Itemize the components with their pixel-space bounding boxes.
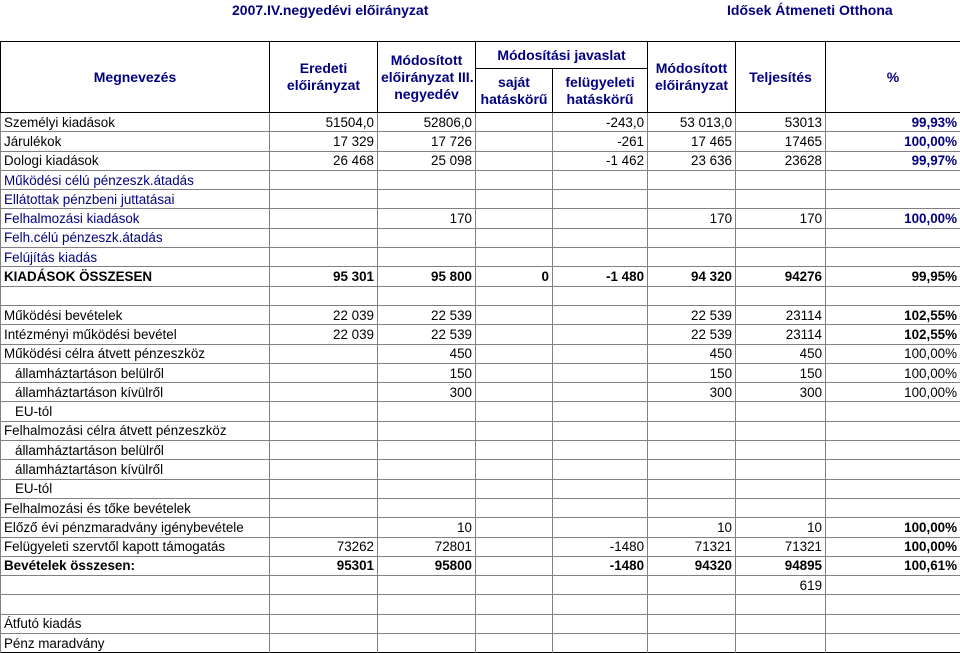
cell-telj: 94276: [736, 267, 826, 286]
row-label: államháztartáson belülről: [1, 363, 270, 382]
cell-sajat: [476, 113, 553, 132]
cell-mod: 94 320: [648, 267, 736, 286]
cell-telj: [736, 460, 826, 479]
empty-cell: [270, 595, 378, 614]
cell-mod: [648, 421, 736, 440]
cell-pct: 100,00%: [826, 518, 960, 537]
cell-sajat: [476, 132, 553, 151]
cell-felugy: [553, 498, 648, 517]
cell-eredeti: [270, 170, 378, 189]
cell-pct: 100,61%: [826, 556, 960, 575]
cell-mod3: [378, 460, 476, 479]
cell-mod3: [378, 170, 476, 189]
table-row: [1, 305, 960, 324]
cell-pct: 102,55%: [826, 305, 960, 324]
cell-sajat: [476, 170, 553, 189]
cell-eredeti: 95 301: [270, 267, 378, 286]
cell-sajat: [476, 305, 553, 324]
table-row: [1, 421, 960, 440]
table-row: [1, 325, 960, 344]
cell-pct: [826, 228, 960, 247]
cell-eredeti: [270, 363, 378, 382]
cell-mod3: [378, 228, 476, 247]
cell-telj: 53013: [736, 113, 826, 132]
empty-cell: [553, 614, 648, 633]
footer-label: Pénz maradvány: [1, 634, 270, 653]
cell-eredeti: [270, 518, 378, 537]
header-row-1: [1, 42, 960, 69]
cell-telj: 300: [736, 383, 826, 402]
empty-cell: [736, 634, 826, 653]
cell-felugy: -1480: [553, 537, 648, 556]
cell-mod: 450: [648, 344, 736, 363]
row-label: államháztartáson belülről: [1, 441, 270, 460]
cell-pct: 100,00%: [826, 209, 960, 228]
cell-pct: 99,93%: [826, 113, 960, 132]
cell-sajat: [476, 479, 553, 498]
cell-telj: [736, 248, 826, 267]
header-sajat: saját hatáskörű: [476, 69, 553, 113]
row-label: államháztartáson kívülről: [1, 460, 270, 479]
cell-pct: 100,00%: [826, 363, 960, 382]
row-label: Ellátottak pénzbeni juttatásai: [1, 190, 270, 209]
row-label: Dologi kiadások: [1, 151, 270, 170]
empty-cell: [1, 576, 270, 595]
cell-sajat: [476, 421, 553, 440]
cell-felugy: [553, 421, 648, 440]
row-label: Felhalmozási kiadások: [1, 209, 270, 228]
cell-felugy: [553, 190, 648, 209]
cell-pct: 102,55%: [826, 325, 960, 344]
footer-label: Átfutó kiadás: [1, 614, 270, 633]
extra-value-row: [1, 576, 960, 595]
cell-mod3: [378, 498, 476, 517]
cell-mod3: 52806,0: [378, 113, 476, 132]
cell-eredeti: [270, 383, 378, 402]
cell-mod: 22 539: [648, 305, 736, 324]
empty-cell: [553, 595, 648, 614]
empty-cell: [826, 614, 960, 633]
empty-cell: [648, 286, 736, 305]
cell-telj: 450: [736, 344, 826, 363]
cell-mod: 23 636: [648, 151, 736, 170]
table-row: [1, 209, 960, 228]
cell-felugy: [553, 248, 648, 267]
cell-sajat: [476, 441, 553, 460]
table-row: [1, 132, 960, 151]
empty-cell: [826, 634, 960, 653]
cell-felugy: -1 462: [553, 151, 648, 170]
cell-sajat: [476, 344, 553, 363]
cell-mod: [648, 402, 736, 421]
cell-mod: [648, 498, 736, 517]
cell-mod: [648, 228, 736, 247]
cell-mod3: 450: [378, 344, 476, 363]
cell-felugy: [553, 344, 648, 363]
bevetel-total-row: [1, 556, 960, 575]
cell-mod: 10: [648, 518, 736, 537]
table-row: [1, 537, 960, 556]
cell-felugy: [553, 228, 648, 247]
empty-cell: [270, 286, 378, 305]
row-label: Működési célú pénzeszk.átadás: [1, 170, 270, 189]
row-label: Működési célra átvett pénzeszköz: [1, 344, 270, 363]
empty-cell: [378, 286, 476, 305]
empty-cell: [378, 634, 476, 653]
cell-telj: 23114: [736, 305, 826, 324]
table-row: [1, 248, 960, 267]
cell-felugy: [553, 402, 648, 421]
row-label: Személyi kiadások: [1, 113, 270, 132]
row-label: Járulékok: [1, 132, 270, 151]
cell-pct: 100,00%: [826, 537, 960, 556]
cell-mod3: 22 539: [378, 325, 476, 344]
table-row: [1, 383, 960, 402]
cell-mod3: 95 800: [378, 267, 476, 286]
cell-telj: 23628: [736, 151, 826, 170]
cell-mod: 71321: [648, 537, 736, 556]
cell-pct: [826, 190, 960, 209]
row-label: Bevételek összesen:: [1, 556, 270, 575]
row-label: EU-tól: [1, 479, 270, 498]
cell-eredeti: [270, 460, 378, 479]
empty-cell: [736, 286, 826, 305]
row-label: Felújítás kiadás: [1, 248, 270, 267]
table-row: [1, 518, 960, 537]
cell-felugy: [553, 170, 648, 189]
row-label: Felhalmozási célra átvett pénzeszköz: [1, 421, 270, 440]
cell-eredeti: [270, 441, 378, 460]
cell-mod3: 17 726: [378, 132, 476, 151]
cell-mod: [648, 460, 736, 479]
cell-pct: 100,00%: [826, 383, 960, 402]
empty-cell: [826, 595, 960, 614]
empty-cell: [826, 286, 960, 305]
cell-mod3: 95800: [378, 556, 476, 575]
cell-sajat: [476, 325, 553, 344]
empty-cell: [826, 576, 960, 595]
empty-cell: [648, 634, 736, 653]
empty-cell: [270, 576, 378, 595]
cell-telj: 17465: [736, 132, 826, 151]
empty-cell: [270, 634, 378, 653]
cell-sajat: [476, 498, 553, 517]
title-bar: [0, 0, 960, 22]
cell-mod3: 150: [378, 363, 476, 382]
cell-sajat: [476, 518, 553, 537]
cell-mod: 53 013,0: [648, 113, 736, 132]
empty-cell: [476, 614, 553, 633]
cell-mod3: 22 539: [378, 305, 476, 324]
cell-eredeti: 26 468: [270, 151, 378, 170]
cell-pct: 99,97%: [826, 151, 960, 170]
row-label: államháztartáson kívülről: [1, 383, 270, 402]
cell-eredeti: [270, 190, 378, 209]
cell-mod3: 25 098: [378, 151, 476, 170]
cell-sajat: [476, 363, 553, 382]
empty-cell: [378, 614, 476, 633]
cell-sajat: [476, 537, 553, 556]
cell-mod: [648, 190, 736, 209]
cell-mod: 94320: [648, 556, 736, 575]
cell-pct: [826, 248, 960, 267]
cell-telj: [736, 402, 826, 421]
extra-value: 619: [736, 576, 826, 595]
cell-mod: 300: [648, 383, 736, 402]
footer-row: [1, 634, 960, 653]
cell-eredeti: [270, 248, 378, 267]
cell-eredeti: 22 039: [270, 305, 378, 324]
cell-mod3: [378, 479, 476, 498]
cell-felugy: [553, 209, 648, 228]
empty-cell: [736, 595, 826, 614]
cell-eredeti: [270, 402, 378, 421]
row-label: Működési bevételek: [1, 305, 270, 324]
cell-felugy: [553, 518, 648, 537]
cell-mod3: [378, 402, 476, 421]
cell-sajat: [476, 190, 553, 209]
cell-telj: 150: [736, 363, 826, 382]
cell-mod: 170: [648, 209, 736, 228]
cell-felugy: [553, 460, 648, 479]
cell-eredeti: [270, 479, 378, 498]
cell-sajat: [476, 151, 553, 170]
cell-sajat: [476, 402, 553, 421]
cell-sajat: [476, 460, 553, 479]
empty-cell: [648, 595, 736, 614]
cell-felugy: [553, 479, 648, 498]
cell-eredeti: 95301: [270, 556, 378, 575]
cell-felugy: [553, 441, 648, 460]
cell-sajat: [476, 228, 553, 247]
empty-cell: [378, 595, 476, 614]
cell-telj: 10: [736, 518, 826, 537]
cell-eredeti: [270, 228, 378, 247]
cell-eredeti: [270, 421, 378, 440]
cell-eredeti: 51504,0: [270, 113, 378, 132]
cell-mod: [648, 170, 736, 189]
cell-sajat: [476, 556, 553, 575]
cell-telj: 170: [736, 209, 826, 228]
cell-pct: [826, 441, 960, 460]
cell-felugy: -1 480: [553, 267, 648, 286]
header-javaslat: Módosítási javaslat: [476, 42, 648, 69]
cell-eredeti: 73262: [270, 537, 378, 556]
cell-sajat: [476, 248, 553, 267]
cell-telj: [736, 498, 826, 517]
cell-mod3: [378, 248, 476, 267]
cell-felugy: -261: [553, 132, 648, 151]
table-row: [1, 402, 960, 421]
cell-mod3: 170: [378, 209, 476, 228]
cell-mod: [648, 441, 736, 460]
table-row: [1, 498, 960, 517]
institution-name: Idősek Átmeneti Otthona: [727, 2, 893, 18]
cell-telj: 94895: [736, 556, 826, 575]
cell-mod: [648, 479, 736, 498]
row-label: Felhalmozási és tőke bevételek: [1, 498, 270, 517]
cell-telj: 71321: [736, 537, 826, 556]
row-label: EU-tól: [1, 402, 270, 421]
empty-cell: [648, 614, 736, 633]
cell-pct: [826, 402, 960, 421]
empty-cell: [553, 576, 648, 595]
cell-eredeti: [270, 498, 378, 517]
cell-telj: [736, 190, 826, 209]
cell-felugy: -1480: [553, 556, 648, 575]
cell-eredeti: 17 329: [270, 132, 378, 151]
cell-felugy: [553, 305, 648, 324]
header-megnevezes: Megnevezés: [1, 42, 270, 113]
empty-cell: [648, 576, 736, 595]
header-eredeti: Eredeti előirányzat: [270, 42, 378, 113]
cell-mod: 22 539: [648, 325, 736, 344]
cell-pct: [826, 498, 960, 517]
table-row: [1, 170, 960, 189]
empty-cell: [378, 576, 476, 595]
empty-cell: [476, 634, 553, 653]
cell-pct: [826, 460, 960, 479]
cell-telj: [736, 441, 826, 460]
cell-mod3: [378, 190, 476, 209]
cell-mod: 150: [648, 363, 736, 382]
row-label: Felügyeleti szervtől kapott támogatás: [1, 537, 270, 556]
header-modositott-3: Módosított előirányzat III. negyedév: [378, 42, 476, 113]
table-row: [1, 460, 960, 479]
row-label: Felh.célú pénzeszk.átadás: [1, 228, 270, 247]
header-felugyeleti: felügyeleti hatáskörű: [553, 69, 648, 113]
row-label: KIADÁSOK ÖSSZESEN: [1, 267, 270, 286]
cell-sajat: [476, 383, 553, 402]
row-label: Előző évi pénzmaradvány igénybevétele: [1, 518, 270, 537]
budget-table: [0, 41, 960, 653]
header-modositott: Módosított előirányzat: [648, 42, 736, 113]
cell-sajat: [476, 209, 553, 228]
table-row: [1, 190, 960, 209]
cell-pct: 100,00%: [826, 344, 960, 363]
cell-eredeti: [270, 344, 378, 363]
cell-telj: [736, 421, 826, 440]
empty-cell: [476, 576, 553, 595]
cell-telj: [736, 479, 826, 498]
footer-row: [1, 614, 960, 633]
table-row: [1, 479, 960, 498]
spacer-row: [1, 286, 960, 305]
empty-cell: [1, 286, 270, 305]
kiadas-total-row: [1, 267, 960, 286]
cell-telj: 23114: [736, 325, 826, 344]
spacer-row: [1, 595, 960, 614]
table-row: [1, 344, 960, 363]
cell-pct: [826, 479, 960, 498]
cell-mod3: 300: [378, 383, 476, 402]
empty-cell: [476, 286, 553, 305]
cell-sajat: 0: [476, 267, 553, 286]
empty-cell: [553, 286, 648, 305]
table-row: [1, 113, 960, 132]
cell-pct: 99,95%: [826, 267, 960, 286]
row-label: Intézményi működési bevétel: [1, 325, 270, 344]
empty-cell: [1, 595, 270, 614]
table-row: [1, 228, 960, 247]
table-row: [1, 363, 960, 382]
cell-mod3: 10: [378, 518, 476, 537]
cell-felugy: [553, 325, 648, 344]
cell-pct: [826, 421, 960, 440]
cell-felugy: [553, 363, 648, 382]
cell-pct: [826, 170, 960, 189]
table-row: [1, 151, 960, 170]
cell-eredeti: 22 039: [270, 325, 378, 344]
cell-mod3: [378, 441, 476, 460]
empty-cell: [270, 614, 378, 633]
cell-pct: 100,00%: [826, 132, 960, 151]
cell-eredeti: [270, 209, 378, 228]
cell-mod: 17 465: [648, 132, 736, 151]
header-percent: %: [826, 42, 960, 113]
table-row: [1, 441, 960, 460]
empty-cell: [553, 634, 648, 653]
report-period-title: 2007.IV.negyedévi előirányzat: [232, 2, 428, 18]
cell-mod: [648, 248, 736, 267]
cell-telj: [736, 170, 826, 189]
empty-cell: [476, 595, 553, 614]
header-teljesites: Teljesítés: [736, 42, 826, 113]
cell-telj: [736, 228, 826, 247]
cell-felugy: [553, 383, 648, 402]
cell-felugy: -243,0: [553, 113, 648, 132]
cell-mod3: 72801: [378, 537, 476, 556]
cell-mod3: [378, 421, 476, 440]
empty-cell: [736, 614, 826, 633]
